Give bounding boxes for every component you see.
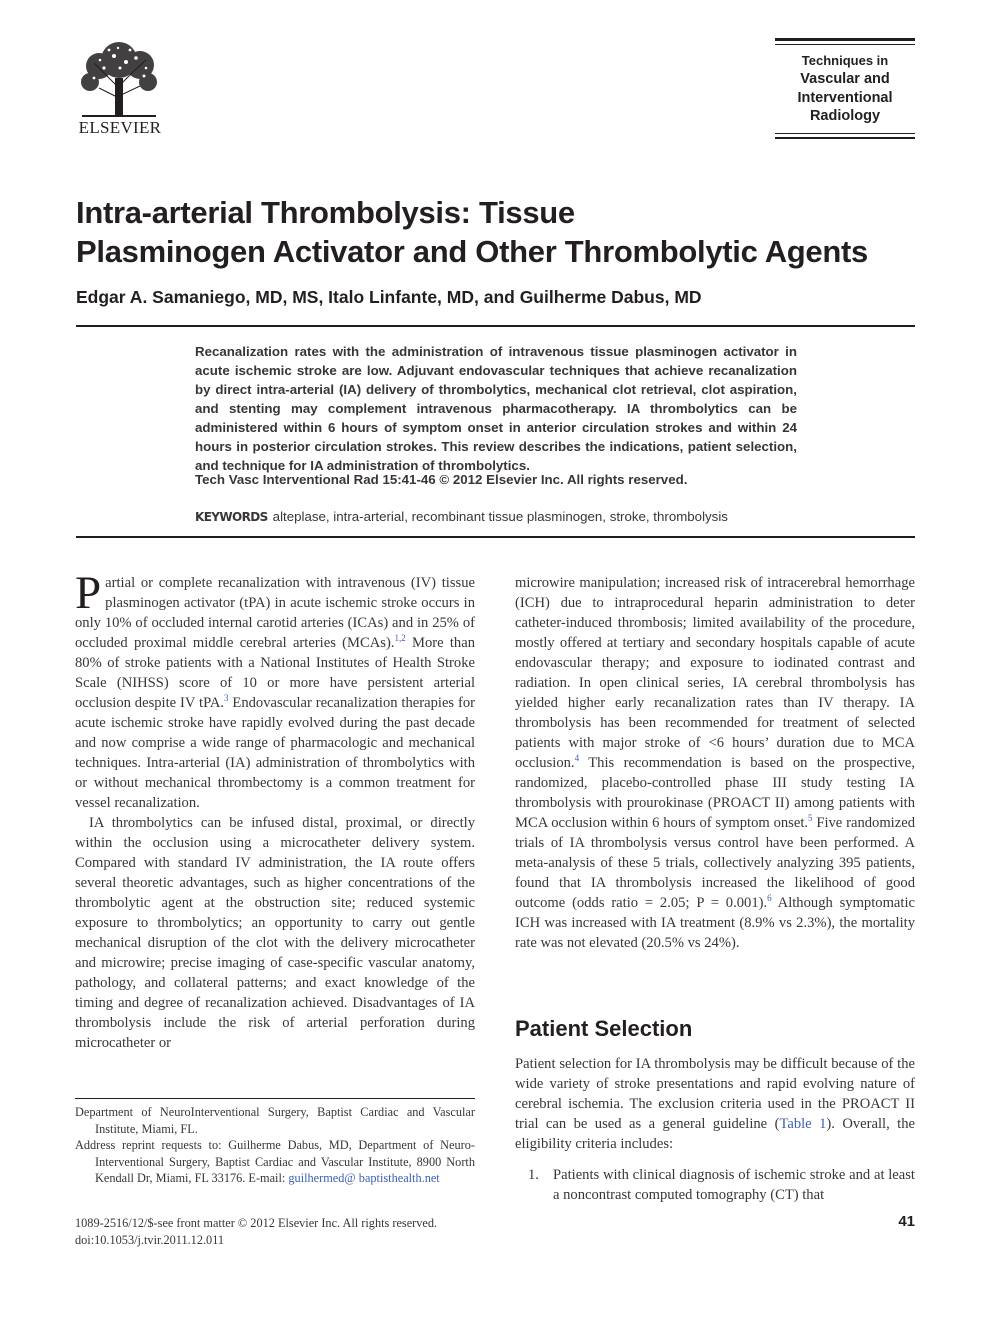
divider	[76, 325, 915, 327]
journal-line-1: Techniques in	[801, 53, 889, 68]
body-paragraph: IA thrombolytics can be infused distal, proximal, or directly within the occlusion using a microcatheter delivery system. Compared with standard IV administration, the IA route offers several theoretic advantages, such as higher concentrations of the thrombolytic agent at the obstruction site; reduced systemic exposure to thrombolytics; an opportunity to carry out gentle mechanical disruption of the clot with the delivery microcatheter and microwire; precise imaging of case-specific vascular anatomy, pathology, and collateral patterns; and exact knowledge of the timing and degree of recanalization achieved. Disadvantages of IA thrombolysis include the risk of arterial perforation during microcatheter or	[75, 815, 475, 1051]
divider	[76, 536, 915, 538]
footnotes	[75, 1104, 475, 1187]
tree-icon	[74, 38, 164, 118]
drop-cap: P	[75, 567, 102, 619]
reference-link[interactable]: 5	[808, 813, 813, 824]
body-paragraph	[515, 573, 915, 953]
paragraph-text: microwire manipulation; increased risk of intracerebral hemorrhage (ICH) due to intraprocedural heparin administration to deter catheter-induced thrombosis; limited availability of the procedure, mostly offered at tertiary and secondary hospitals capable of acute endovascular therapy; and exposure to iodinated contrast and radiation. In open clinical series, IA cerebral thrombolysis has yielded higher early recanalization rates than IV therapy. IA thrombolysis has been recommended for treatment of selected patients with major stroke of <6 hours’ duration due to MCA occlusion.	[515, 575, 915, 771]
journal-line-3: Interventional	[797, 89, 893, 106]
list-number: 1.	[528, 1167, 539, 1183]
section-heading: Patient Selection	[515, 1016, 693, 1041]
keywords-label: KEYWORDS	[195, 510, 268, 524]
journal-name	[775, 70, 915, 126]
body-column-right	[515, 573, 915, 953]
body-column-left	[75, 567, 475, 1053]
abstract-citation: Tech Vasc Interventional Rad 15:41-46 © 2012 Elsevier Inc. All rights reserved.	[195, 472, 688, 487]
journal-line-2: Vascular and	[800, 71, 890, 87]
reference-link[interactable]: 4	[574, 753, 580, 764]
publisher-name: ELSEVIER	[78, 118, 162, 137]
section-paragraph	[515, 1054, 915, 1154]
reprint-text: Address reprint requests to: Guilherme Dabus, MD, Department of NeuroInterventional Surgery, Baptist Cardiac and Vascular Institute, 8900 North Kendall Dr, Miami, FL 33176. E-mail:	[75, 1138, 475, 1185]
reference-link[interactable]: 3	[224, 693, 229, 704]
affiliation-note: Department of NeuroInterventional Surgery, Baptist Cardiac and Vascular Institute, Miami, FL.	[75, 1105, 475, 1136]
journal-title-box	[775, 38, 915, 139]
body-paragraph	[75, 567, 475, 813]
author-list: Edgar A. Samaniego, MD, MS, Italo Linfante, MD, and Guilherme Dabus, MD	[76, 287, 702, 307]
paragraph-text: Patient selection for IA thrombolysis may be difficult because of the wide variety of stroke presentations and rapid evolving nature of cerebral ischemia. The exclusion criteria used in the PROACT II trial can be used as a general guideline (	[515, 1056, 915, 1132]
issn-line: 1089-2516/12/$-see front matter © 2012 Elsevier Inc. All rights reserved.	[75, 1216, 438, 1230]
paragraph-text: Endovascular recanalization therapies for acute ischemic stroke have rapidly evolved during the past decade and now comprise a wide range of pharmacologic and mechanical techniques. Intra-arterial (IA) administration of thrombolytics with or without mechanical thrombectomy is a common treatment for vessel recanalization.	[75, 695, 475, 811]
keywords	[195, 507, 815, 527]
paragraph-text: This recommendation is based on the prospective, randomized, placebo-controlled phase III study testing IA thrombolysis with prourokinase (PROACT II) among patients with MCA occlusion within 6 hours of symptom onset.	[515, 755, 915, 831]
paragraph-text: artial or complete recanalization with intravenous (IV) tissue plasminogen activator (tPA) in acute ischemic stroke occurs in only 10% of occluded internal carotid arteries (ICAs) and in 25% of occluded proximal middle cerebral arteries (MCAs).	[75, 575, 475, 651]
paragraph-text: Five randomized trials of IA thrombolysis versus control have been performed. A meta-analysis of these 5 trials, collectively analyzing 395 patients, found that IA thrombolysis increased the likelihood of good outcome (odds ratio = 2.05; P = 0.001).	[515, 815, 915, 911]
page-number: 41	[898, 1213, 915, 1230]
reference-link[interactable]: 6	[767, 893, 772, 904]
email-link[interactable]: guilhermed@ baptisthealth.net	[288, 1171, 440, 1185]
abstract-text: Recanalization rates with the administration of intravenous tissue plasminogen activator in acute ischemic stroke are low. Adjuvant endovascular techniques that achieve recanalization by direct intra-arterial (IA) delivery of thrombolytics, mechanical clot retrieval, clot aspiration, and stenting may complement intravenous pharmacotherapy. IA thrombolytics can be administered within 6 hours of symptom onset in anterior circulation strokes and within 24 hours in posterior circulation strokes. This review describes the indications, patient selection, and technique for IA administration of thrombolytics.	[195, 344, 797, 473]
journal-line-4: Radiology	[809, 108, 881, 124]
front-matter	[75, 1215, 437, 1249]
paragraph-text: ). Overall, the eligibility criteria includes:	[515, 1116, 915, 1152]
list-text: Patients with clinical diagnosis of ischemic stroke and at least a noncontrast computed tomography (CT) that	[553, 1167, 915, 1203]
title-line-1: Intra-arterial Thrombolysis: Tissue	[76, 195, 575, 230]
article-title	[76, 193, 936, 271]
paragraph-text: Although symptomatic ICH was increased with IA treatment (8.9% vs 2.3%), the mortality rate was not elevated (20.5% vs 24%).	[515, 895, 915, 951]
doi-line[interactable]: doi:10.1053/j.tvir.2011.12.011	[75, 1233, 225, 1247]
reprint-note	[75, 1137, 475, 1187]
paragraph-text: More than 80% of stroke patients with a National Institutes of Health Stroke Scale (NIHSS) score of 10 or more have persistent arterial occlusion despite IV tPA.	[75, 635, 475, 711]
reference-link[interactable]: 1,2	[394, 633, 406, 644]
title-line-2: Plasminogen Activator and Other Thrombolytic Agents	[76, 234, 868, 269]
footnote-divider	[75, 1098, 475, 1099]
keywords-list: alteplase, intra-arterial, recombinant tissue plasminogen, stroke, thrombolysis	[272, 509, 728, 524]
table-link[interactable]: Table 1	[779, 1116, 827, 1132]
